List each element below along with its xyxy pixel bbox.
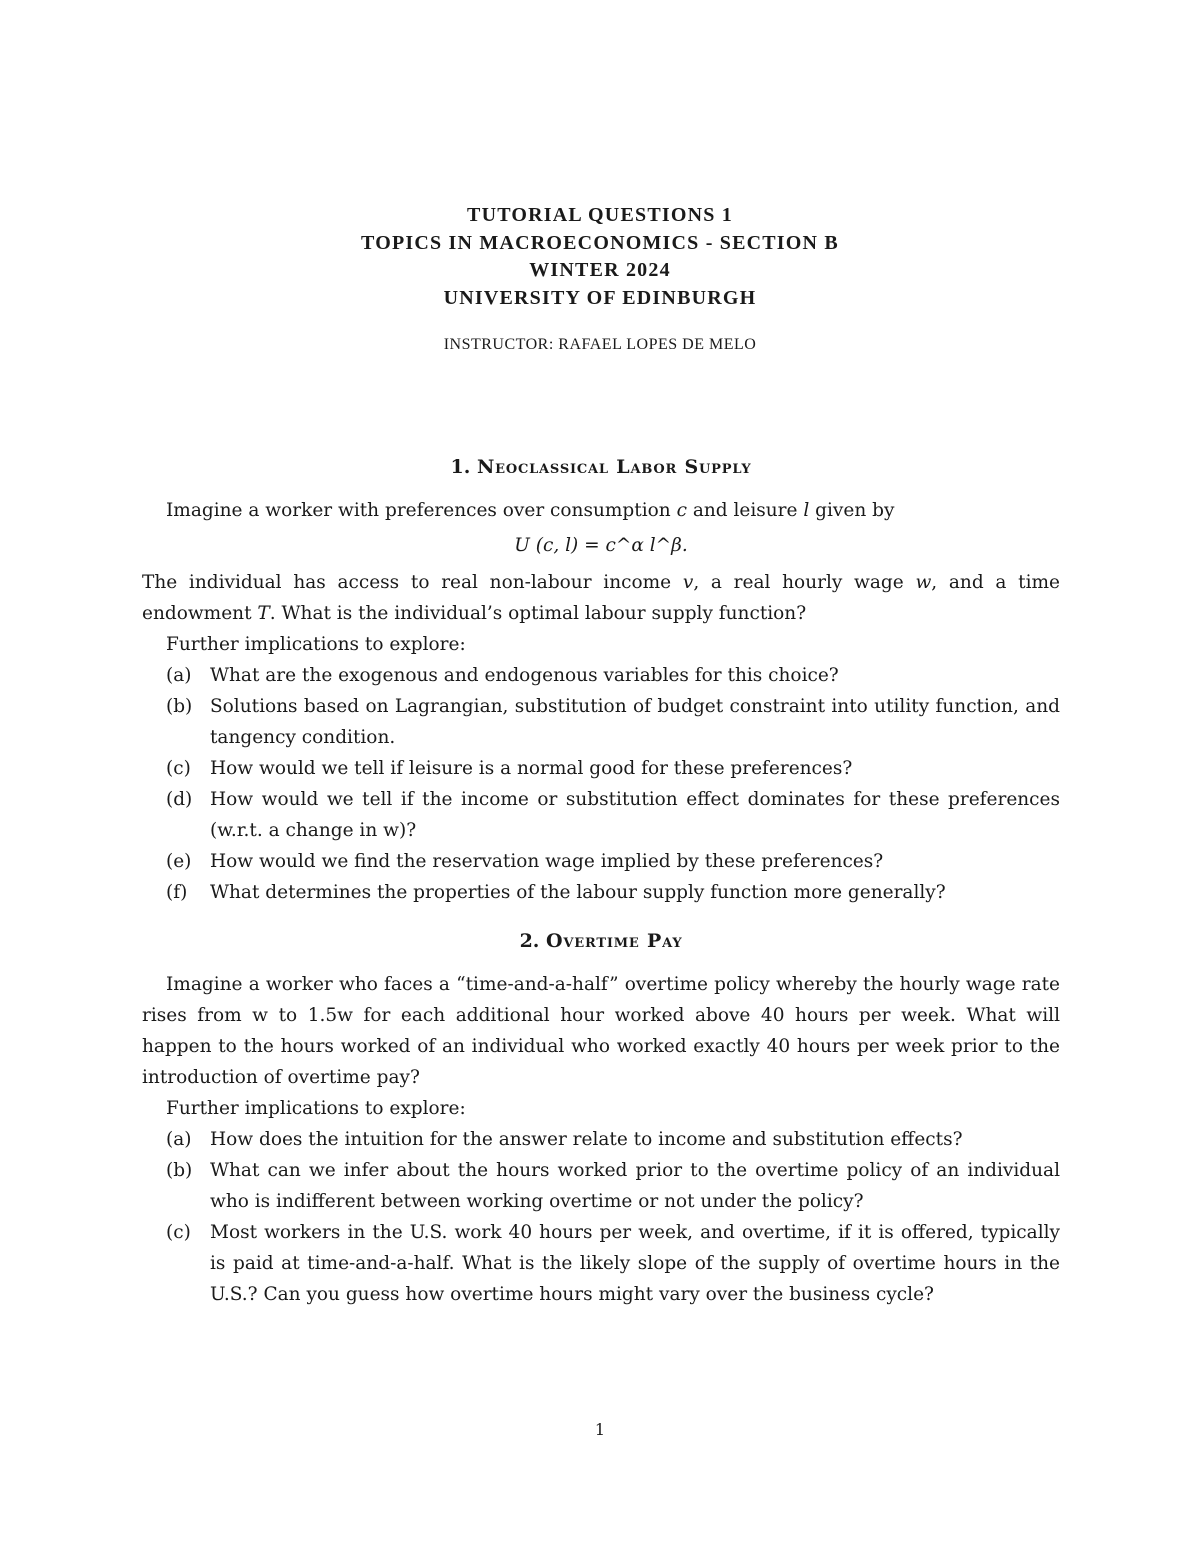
section-2-paragraph: Imagine a worker who faces a “time-and-a-half” overtime policy whereby the hourly wage rate rises from w to 1.5w for each additional hour worked above 40 hours per week. What will happen to the hours worked of an individual who worked exactly 40 hours per week prior to the introduction of overtime pay?: [142, 974, 1060, 1088]
section-1-number: 1.: [450, 456, 471, 478]
section-2-number: 2.: [519, 930, 540, 952]
page-number: 1: [594, 1420, 606, 1439]
list-item: (c) How would we tell if leisure is a normal good for these preferences?: [166, 758, 853, 779]
section-1-title: Neoclassical Labor Supply: [476, 456, 752, 478]
document-body: [142, 452, 1060, 1310]
section-2-further: Further implications to explore:: [166, 1098, 466, 1119]
section-1-intro: Imagine a worker with preferences over consumption c and leisure l given by: [166, 500, 895, 521]
instructor-line: INSTRUCTOR: RAFAEL LOPES DE MELO: [443, 336, 757, 353]
section-1-heading: [142, 452, 1060, 483]
list-item: (d) How would we tell if the income or substitution effect dominates for these preferences (w.r.t. a change in w)?: [166, 789, 1060, 841]
section-2-heading: [142, 926, 1060, 957]
title-line-2: TOPICS IN MACROECONOMICS - SECTION B: [361, 231, 839, 254]
utility-equation: U (c, l) = c^α l^β.: [514, 535, 688, 556]
list-item: (b) What can we infer about the hours worked prior to the overtime policy of an individual who is indifferent between working overtime or not under the policy?: [166, 1160, 1060, 1212]
list-item: (a) How does the intuition for the answer relate to income and substitution effects?: [166, 1129, 963, 1150]
list-item: (c) Most workers in the U.S. work 40 hours per week, and overtime, if it is offered, typically is paid at time-and-a-half. What is the likely slope of the supply of overtime hours in the U.S.? Can you guess how overtime hours might vary over the business cycle?: [166, 1222, 1060, 1305]
title-line-3: WINTER 2024: [529, 259, 671, 281]
title-line-1: TUTORIAL QUESTIONS 1: [467, 204, 733, 226]
list-item: (f) What determines the properties of the labour supply function more generally?: [166, 882, 946, 903]
section-1-paragraph: The individual has access to real non-labour income v, a real hourly wage w, and a time endowment T. What is the individual’s optimal labour supply function?: [142, 572, 1061, 624]
list-item: (b) Solutions based on Lagrangian, substitution of budget constraint into utility function, and tangency condition.: [166, 696, 1060, 748]
list-item: (a) What are the exogenous and endogenous variables for this choice?: [166, 665, 839, 686]
document-header: [0, 202, 1200, 354]
title-line-4: UNIVERSITY OF EDINBURGH: [443, 286, 757, 309]
section-1-list: [142, 660, 1060, 908]
list-item: (e) How would we find the reservation wage implied by these preferences?: [166, 851, 884, 872]
section-1-further: Further implications to explore:: [166, 634, 466, 655]
section-2-list: [142, 1124, 1060, 1310]
section-2-title: Overtime Pay: [546, 930, 683, 952]
